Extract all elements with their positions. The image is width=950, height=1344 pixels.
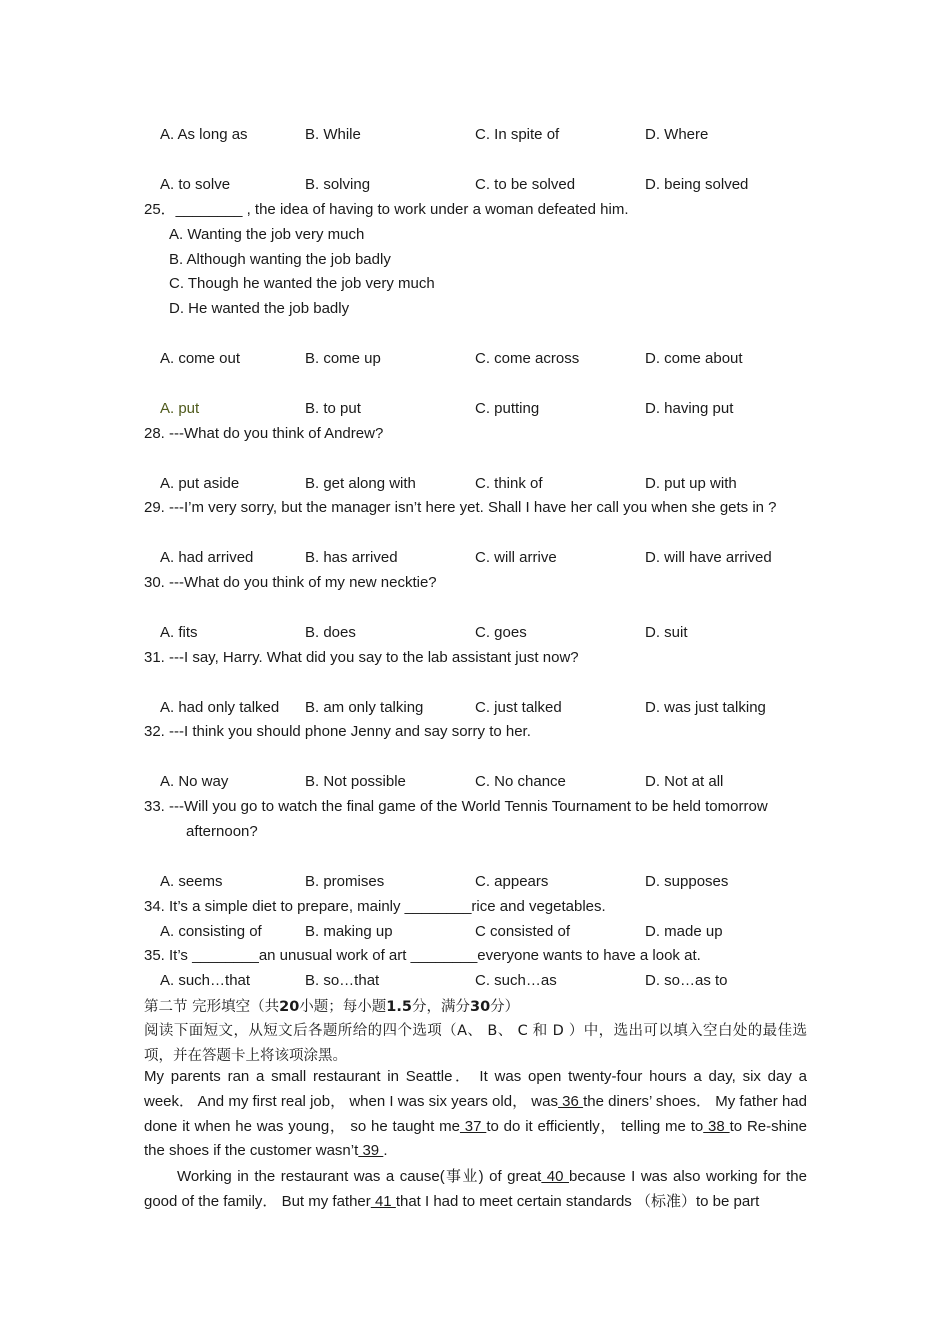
q28-stem: 28. ---What do you think of Andrew? [144, 425, 384, 442]
option-a: A. seems [160, 873, 223, 890]
blank-39: 39 [358, 1142, 384, 1160]
option-b: B. making up [305, 923, 393, 940]
option-b: B. to put [305, 400, 361, 417]
option-d: D. was just talking [645, 699, 766, 716]
option-a: A. put [160, 400, 200, 417]
option-d: D. made up [645, 923, 723, 940]
q27-options [160, 398, 820, 420]
q30-options [160, 622, 820, 644]
option-c: C. such…as [475, 972, 557, 989]
section-instructions: 阅读下面短文，从短文后各题所给的四个选项（A、 B、 C 和 D ）中，选出可以填入空白处的最佳选项，并在答题卡上将该项涂黑。 [144, 1023, 807, 1064]
option-c: C. No chance [475, 773, 566, 790]
blank-37: 37 [459, 1117, 487, 1135]
q25-option-a: A. Wanting the job very much [169, 226, 365, 243]
q32-options [160, 771, 820, 793]
option-d: D. put up with [645, 475, 737, 492]
q29-options [160, 547, 820, 569]
option-b: B. am only talking [305, 699, 424, 716]
passage-paragraph-2: Working in the restaurant was a cause(事业) of great 40 because I was also working for the good of the family． But my father 41 that I had to meet certain standards （标准）to be part [144, 1168, 807, 1210]
option-b: B. While [305, 126, 361, 143]
blank-40: 40 [541, 1168, 569, 1185]
option-d: D. Not at all [645, 773, 724, 790]
option-d: D. suit [645, 624, 688, 641]
option-c: C. to be solved [475, 176, 576, 193]
option-d: D. supposes [645, 873, 729, 890]
q32-stem: 32. ---I think you should phone Jenny and say sorry to her. [144, 723, 531, 740]
passage-paragraph-1: My parents ran a small restaurant in Seattle． It was open twenty-four hours a day, six day a week． And my first real job， when I was six years old， was 36 the diners’ shoes． My father had done it when he was young， so he taught me 37 to do it efficiently， telling me to 38 to Re-shine the shoes if the customer wasn’t 39 . [144, 1068, 807, 1160]
blank-41: 41 [370, 1192, 396, 1210]
option-a: A. fits [160, 624, 198, 641]
option-d: D. come about [645, 350, 743, 367]
q25-stem: 25．________ , the idea of having to work under a woman defeated him. [144, 201, 629, 218]
q35-options [160, 970, 820, 992]
option-c: C. putting [475, 400, 540, 417]
option-a: A. No way [160, 773, 229, 790]
option-a: A. to solve [160, 176, 231, 193]
option-a: A. put aside [160, 475, 240, 492]
q35-stem: 35. It’s ________an unusual work of art ________everyone wants to have a look at. [144, 947, 701, 964]
q25-option-c: C. Though he wanted the job very much [169, 275, 435, 292]
option-a: A. come out [160, 350, 241, 367]
option-b: B. so…that [305, 972, 380, 989]
section-title: 第二节 完形填空（共20小题；每小题1.5分，满分30分） [144, 999, 520, 1015]
q23-options [160, 124, 820, 146]
option-a: A. such…that [160, 972, 251, 989]
q25-option-d: D. He wanted the job badly [169, 300, 350, 317]
blank-36: 36 [557, 1092, 584, 1110]
option-b: B. solving [305, 176, 371, 193]
option-c: C. come across [475, 350, 580, 367]
option-d: D. having put [645, 400, 734, 417]
option-c: C. In spite of [475, 126, 560, 143]
option-d: D. being solved [645, 176, 749, 193]
option-d: D. so…as to [645, 972, 728, 989]
q33-stem-cont: afternoon? [186, 823, 258, 840]
option-b: B. has arrived [305, 549, 398, 566]
q33-options [160, 871, 820, 893]
option-b: B. come up [305, 350, 381, 367]
blank-38: 38 [703, 1117, 730, 1135]
option-b: B. does [305, 624, 356, 641]
option-a: A. As long as [160, 126, 248, 143]
option-d: D. will have arrived [645, 549, 772, 566]
option-d: D. Where [645, 126, 709, 143]
q28-options [160, 473, 820, 495]
option-a: A. had arrived [160, 549, 254, 566]
option-b: B. promises [305, 873, 385, 890]
q26-options [160, 348, 820, 370]
option-c: C. will arrive [475, 549, 557, 566]
q33-stem: 33. ---Will you go to watch the final game of the World Tennis Tournament to be held tomorrow [144, 798, 768, 815]
q30-stem: 30. ---What do you think of my new necktie? [144, 574, 437, 591]
option-c: C. appears [475, 873, 549, 890]
option-c: C. goes [475, 624, 527, 641]
q34-stem: 34. It’s a simple diet to prepare, mainly ________rice and vegetables. [144, 898, 606, 915]
q31-stem: 31. ---I say, Harry. What did you say to the lab assistant just now? [144, 649, 579, 666]
option-b: B. get along with [305, 475, 416, 492]
option-c: C consisted of [475, 923, 571, 940]
q34-options [160, 921, 820, 943]
option-a: A. consisting of [160, 923, 262, 940]
q29-stem: 29. ---I’m very sorry, but the manager isn’t here yet. Shall I have her call you when she gets in ? [144, 499, 777, 516]
q25-option-b: B. Although wanting the job badly [169, 251, 391, 268]
option-c: C. think of [475, 475, 543, 492]
option-a: A. had only talked [160, 699, 280, 716]
q24-options [160, 174, 820, 196]
q31-options [160, 697, 820, 719]
option-b: B. Not possible [305, 773, 406, 790]
option-c: C. just talked [475, 699, 562, 716]
